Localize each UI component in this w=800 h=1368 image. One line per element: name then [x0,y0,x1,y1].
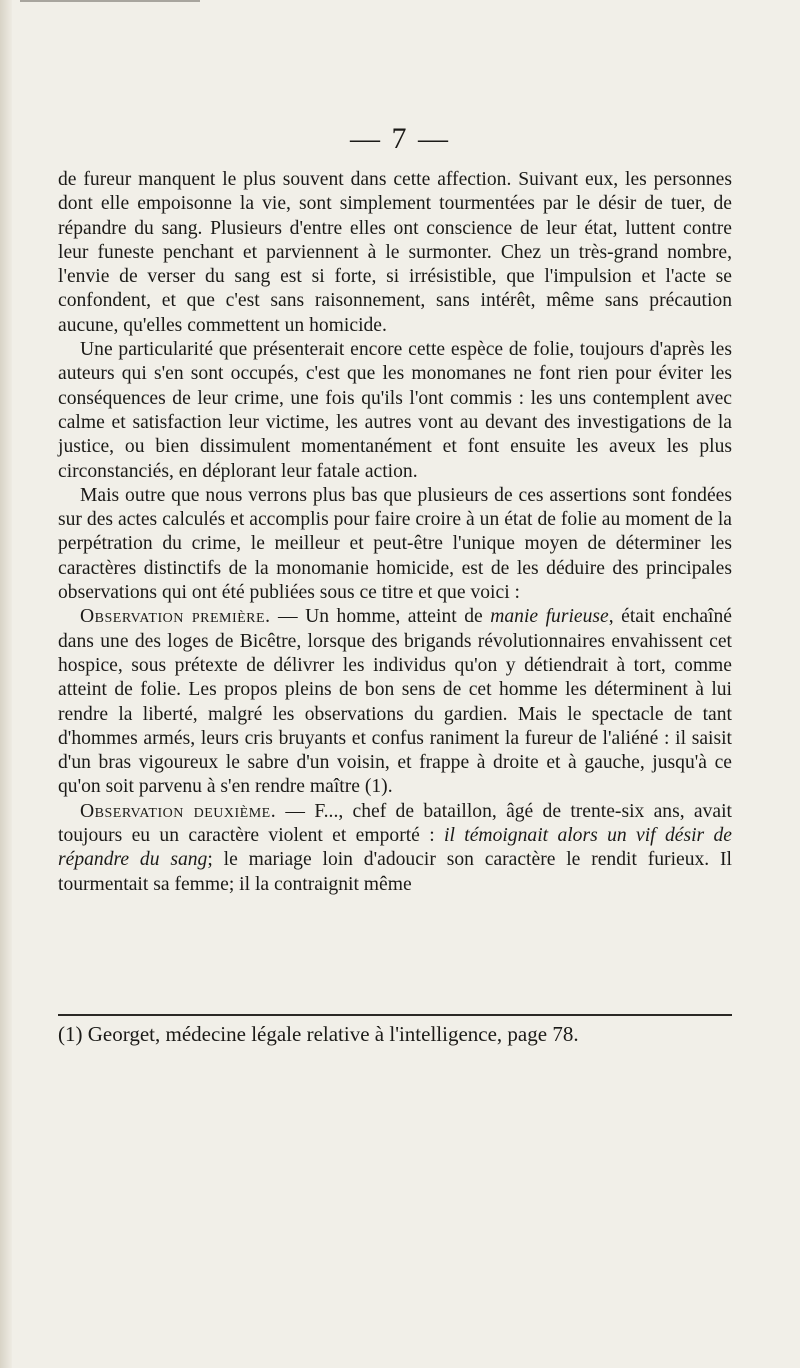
footnote: (1) Georget, médecine légale relative à l'intelligence, page 78. [58,1022,579,1046]
observation-label: Observation deuxième. [80,800,277,822]
page-number: — 7 — [350,122,450,155]
observation-first [58,605,732,799]
paragraph: Mais outre que nous verrons plus bas que plusieurs de ces assertions sont fondées sur des actes calculés et accomplis pour faire croire à un état de folie au moment de la perpétration du crime, le meilleur et peut-être l'unique moyen de déterminer les caractères distinctifs de la monomanie homicide, est de les déduire des principales observations qui ont été publiées sous ce titre et que voici : [58,484,732,604]
observation-text: — Un homme, atteint de [270,606,491,628]
paragraph-continuation: de fureur manquent le plus souvent dans cette affection. Suivant eux, les personnes dont elle empoisonne la vie, sont simplement tourmentées par le désir de tuer, de répandre du sang. Plusieurs d'entre elles ont conscience de leur état, luttent contre leur funeste penchant et parviennent à le surmonter. Chez un très-grand nombre, l'envie de verser du sang est si forte, si irrésistible, que l'impulsion et l'acte se confondent, et que c'est sans raisonnement, sans intérêt, même sans précaution aucune, qu'elles commettent un homicide. [58,169,732,336]
observation-emphasis: il témoignait alors un vif désir de répandre du sang [58,825,733,871]
footnote-divider [58,1014,732,1016]
observation-text: — F..., chef de bataillon, âgé de trente-six ans, avait toujours eu un caractère violent et emporté : [58,800,732,847]
observation-emphasis: manie furieuse [490,606,609,628]
page-binding-edge [0,0,12,1368]
observation-text: , était enchaîné dans une des loges de Bicêtre, lorsque des brigands révolutionnaires envahissent cet hospice, sous prétexte de délivrer les individus qu'on y détiendrait à tort, comme atteint de folie. Les propos pleins de bon sens de cet homme les déterminent à lui rendre la liberté, malgré les observations du gardien. Mais le spectacle de tant d'hommes armés, leurs cris bruyants et confus raniment la fureur de l'aliéné : il saisit d'un bras vigoureux le sabre d'un voisin, et frappe à droite et à gauche, jusqu'à ce qu'on soit parvenu à s'en rendre maître (1). [58,606,732,798]
paragraph: Une particularité que présenterait encore cette espèce de folie, toujours d'après les auteurs qui s'en sont occupés, c'est que les monomanes ne font rien pour éviter les conséquences de leur crime, une fois qu'ils l'ont commis : les uns contemplent avec calme et satisfaction leur victime, les autres vont au devant des investigations de la justice, ou bien dissimulent momentanément et font ensuite les aveux les plus circonstanciés, en déplorant leur fatale action. [58,339,732,482]
observation-second [58,800,732,897]
main-text [58,168,732,897]
observation-label: Observation première. [80,606,271,628]
torn-top-edge [20,0,200,10]
observation-text: ; le mariage loin d'adoucir son caractère le rendit furieux. Il tourmentait sa femme; il la contraignit même [58,849,732,895]
